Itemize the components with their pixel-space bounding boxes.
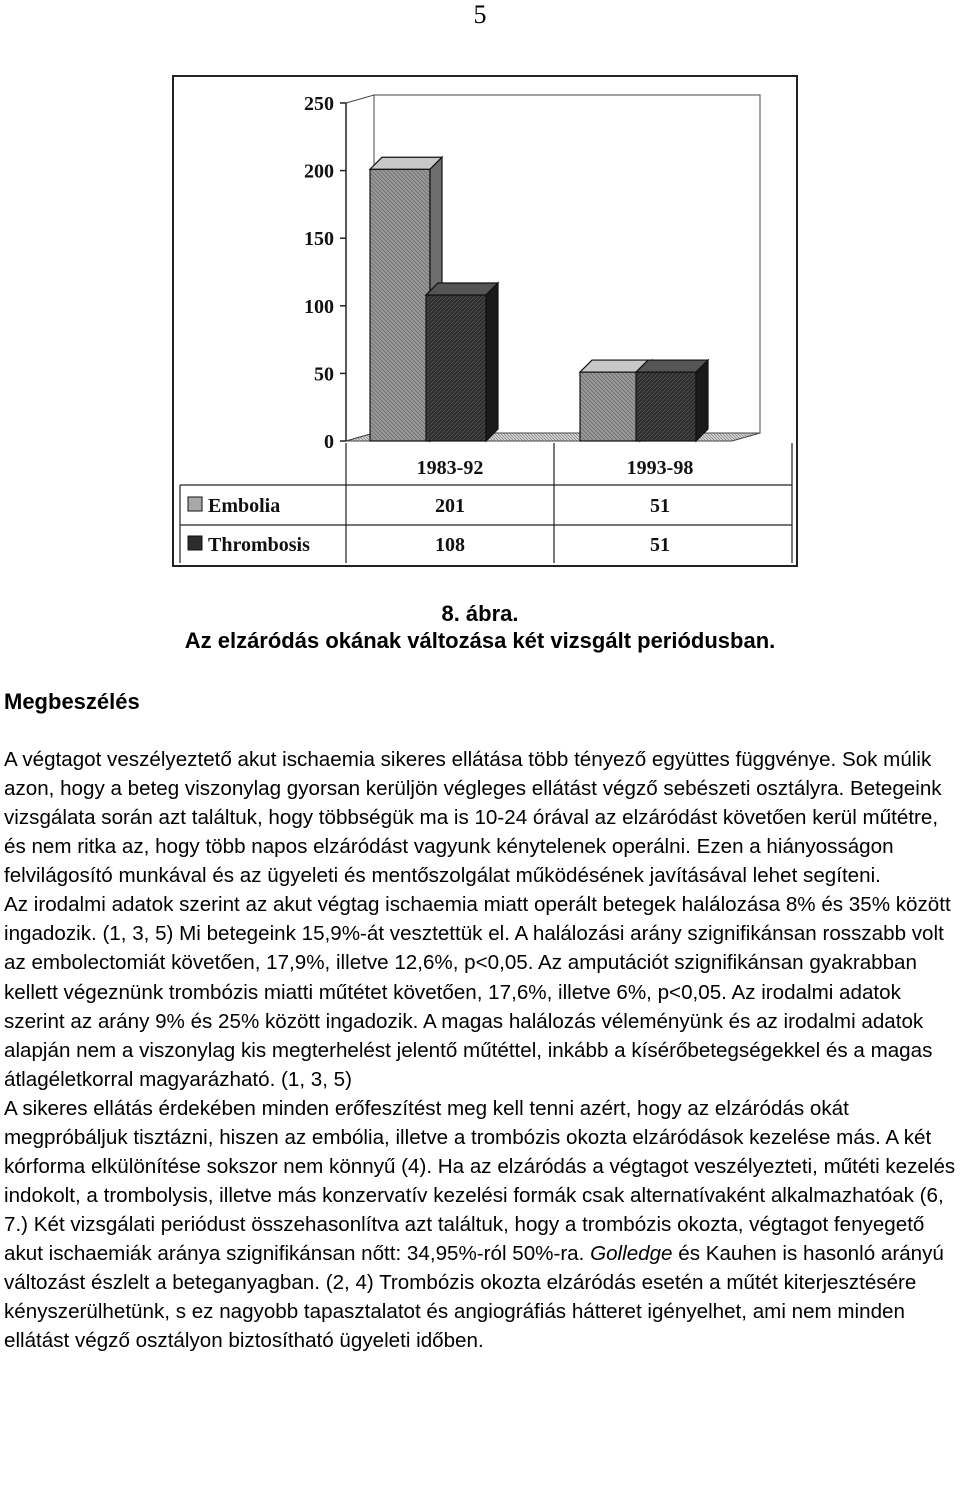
body-text	[4, 745, 956, 1355]
page-number: 5	[473, 0, 487, 29]
paragraph	[4, 1094, 956, 1356]
bar-chart	[174, 77, 796, 565]
legend-key-thrombosis	[188, 536, 202, 550]
category-label: 1983-92	[416, 457, 484, 479]
y-tick-label: 200	[304, 160, 334, 183]
figure-number: 8. ábra.	[441, 601, 519, 626]
y-tick-label: 50	[314, 363, 334, 386]
data-value: 108	[435, 534, 465, 556]
y-tick-label: 100	[304, 295, 334, 318]
data-value: 51	[650, 534, 670, 556]
figure-title: Az elzáródás okának változása két vizsgált periódusban.	[184, 628, 776, 653]
paragraph-text: A sikeres ellátás érdekében minden erőfeszítést meg kell tenni azért, hogy az elzáródás okát megpróbáljuk tisztázni, hiszen az embólia, illetve a trombózis okozta elzáródások kezelése más. A két kórforma elkülönítése sokszor nem könnyű (4). Ha az elzáródás a végtagot veszélyezteti, műtéti kezelés indokolt, a trombolysis, illetve más konzervatív kezelési formák csak alternatívaként alkalmazhatóak (6, 7.) Két vizsgálati periódust összehasonlítva azt találtuk, hogy a trombózis okozta, végtagot fenyegető akut ischaemiák aránya szignifikánsan nőtt: 34,95%-ról 50%-ra.	[4, 1096, 956, 1266]
data-value: 201	[435, 495, 465, 517]
paragraph	[4, 745, 956, 890]
figure-caption	[0, 600, 960, 654]
bar-embolia-1993-98	[580, 372, 640, 441]
bar-embolia-1983-92	[370, 169, 430, 441]
legend-label: Embolia	[208, 495, 281, 517]
paragraph	[4, 890, 956, 1093]
legend-key-embolia	[188, 497, 202, 511]
paragraph-text: és Kauhen is hasonló arányú változást észlelt a beteganyagban. (2, 4) Trombózis okozta elzáródás esetén a műtét kiterjesztésére kényszerülhetünk, s ez nagyobb tapasztalatot és angiográfiás hátteret igényelhet, ami nem minden ellátást végző osztályon biztosítható ügyeleti időben.	[4, 1242, 944, 1353]
legend-label: Thrombosis	[208, 534, 310, 556]
y-tick-label: 150	[304, 228, 334, 251]
bar-side-thrombosis-1993-98	[696, 360, 708, 441]
italic-text: Golledge	[590, 1242, 673, 1266]
data-value: 51	[650, 495, 670, 517]
paragraph-text: A végtagot veszélyeztető akut ischaemia sikeres ellátása több tényező együttes függvénye. Sok múlik azon, hogy a beteg viszonylag gyorsan kerüljön végleges ellátást végző sebészeti osztályra. Betegeink vizsgálata során azt találtuk, hogy többségük ma is 10-24 órával az elzáródást követően kerül műtétre, és nem ritka az, hogy több napos elzáródást vagyunk kénytelenek operálni. Ezen a hiányosságon felvilágosító munkával és az ügyeleti és mentőszolgálat működésének javításával lehet segíteni.	[4, 748, 942, 888]
bar-thrombosis-1983-92	[426, 295, 486, 441]
paragraph-text: Az irodalmi adatok szerint az akut végtag ischaemia miatt operált betegek halálozása 8% és 35% között ingadozik. (1, 3, 5) Mi betegeink 15,9%-át vesztettük el. A halálozási arány szignifikánsan rosszabb volt az embolectomiát követően, 17,9%, illetve 12,6%, p<0,05. Az amputációt szignifikánsan gyakrabban kellett végeznünk trombózis miatti műtétet követően, 17,6%, illetve 6%, p<0,05. Az irodalmi adatok szerint az arány 9% és 25% között ingadozik. A magas halálozás véleményünk és az irodalmi adatok alapján nem a viszonylag kis megterhelést jelentő műtéttel, inkább a kísérőbetegségekkel és a magas átlagéletkorral magyarázható. (1, 3, 5)	[4, 893, 951, 1091]
category-label: 1993-98	[626, 457, 694, 479]
y-tick-label: 0	[324, 431, 334, 453]
bar-thrombosis-1993-98	[636, 372, 696, 441]
figure-chart	[172, 75, 798, 567]
section-heading: Megbeszélés	[4, 689, 140, 714]
y-tick-label: 250	[304, 93, 334, 115]
bar-side-thrombosis-1983-92	[486, 283, 498, 441]
